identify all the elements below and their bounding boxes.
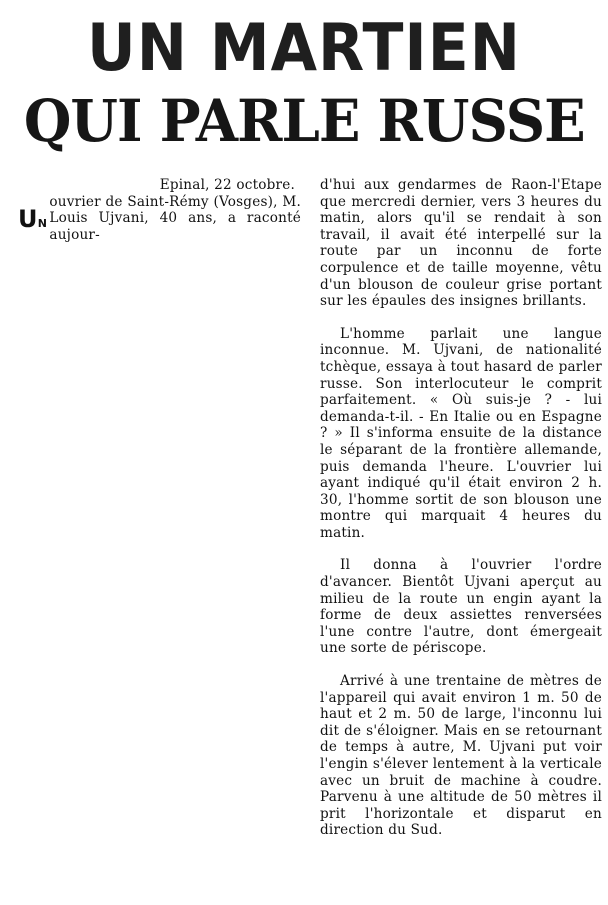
lead-paragraph: ouvrier de Saint-Rémy (Vosges), M. Louis Ujvani, 40 ans, a raconté aujour-: [49, 193, 301, 243]
drop-cap-letter: U: [18, 204, 38, 233]
paragraph-4: Arrivé à une trentaine de mètres de l'appareil qui avait environ 1 m. 50 de haut et 2 m. 50 de large, l'inconnu lui dit de s'éloigner. Mais en se retournant de temps à autre, M. Ujvani put voir l'engin s'élever lentement à la verticale avec un bruit de machine à coudre. Parvenu à une altitude de 50 mètres il prit l'horizontale et disparut en direction du Sud.: [320, 673, 602, 839]
article-column-left: [18, 177, 301, 243]
paragraph-1: d'hui aux gendarmes de Raon-l'Etape que mercredi dernier, vers 3 heures du matin, alors qu'il se rendait à son travail, il avait été interpellé sur la route par un inconnu de forte corpulence et de taille moyenne, vêtu d'un blouson de couleur grise portant sur les épaules des insignes brillants.: [320, 177, 602, 310]
paragraph-2: L'homme parlait une langue inconnue. M. Ujvani, de nationalité tchèque, essaya à tout hasard de parler russe. Son interlocuteur le comprit parfaitement. « Où suis-je ? - lui demanda-t-il. - En Italie ou en Espagne ? » Il s'informa ensuite de la distance le séparant de la frontière allemande, puis demanda l'heure. L'ouvrier lui ayant indiqué qu'il était environ 2 h. 30, l'homme sortit de son blouson une montre qui marquait 4 heures du matin.: [320, 325, 602, 541]
drop-cap-small: N: [37, 216, 48, 230]
paragraph-3: Il donna à l'ouvrier l'ordre d'avancer. Bientôt Ujvani aperçut au milieu de la route un engin ayant la forme de deux assiettes renversées l'une contre l'autre, dont émergeait une sorte de périscope.: [320, 557, 602, 657]
drop-cap: [18, 204, 48, 235]
dateline: Epinal, 22 octobre.: [159, 177, 295, 193]
headline-line-2: QUI PARLE RUSSE: [23, 87, 585, 155]
headline-line-1: UN MARTIEN: [87, 10, 521, 87]
article-column-right: [320, 177, 602, 855]
